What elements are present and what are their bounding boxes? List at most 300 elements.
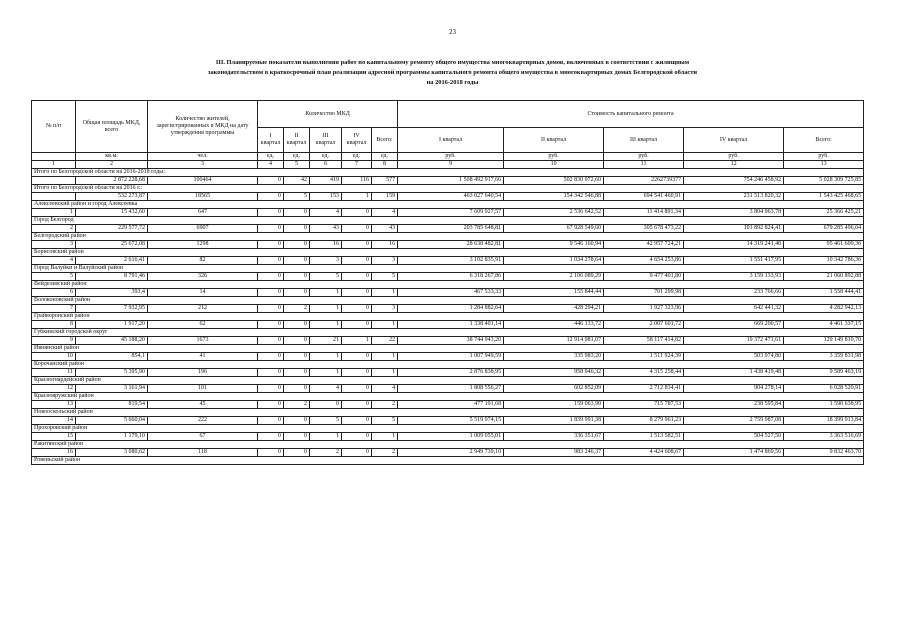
table-cell: 642 441,32 <box>684 305 784 313</box>
table-cell: 0 <box>258 241 284 249</box>
table-cell: 669 200,57 <box>684 321 784 329</box>
table-cell: 4 461 337,15 <box>784 321 864 329</box>
unit-cell: ед. <box>310 153 342 161</box>
table-cell: 5 <box>32 273 76 281</box>
table-cell: 1 808 556,27 <box>398 385 504 393</box>
title-line-3: на 2016-2018 годы <box>426 79 479 86</box>
table-cell: 0 <box>342 257 372 265</box>
table-cell: 2 <box>284 401 310 409</box>
page-number: 23 <box>449 28 456 36</box>
table-row <box>32 225 864 233</box>
table-cell: 0 <box>258 273 284 281</box>
table-cell: 153 <box>310 193 342 201</box>
unit-cell: ед. <box>342 153 372 161</box>
table-cell: 335 983,20 <box>504 353 604 361</box>
table-cell: 100464 <box>148 177 258 185</box>
section-label: Город Белгород <box>32 217 864 225</box>
header-mkd-count: Количество МКД <box>258 101 398 128</box>
table-cell: 0 <box>342 369 372 377</box>
table-cell: 326 <box>148 273 258 281</box>
table-cell: 1298 <box>148 241 258 249</box>
unit-cell: ед. <box>284 153 310 161</box>
section-row <box>32 393 864 401</box>
table-cell: 1 438 419,48 <box>684 369 784 377</box>
column-number: 3 <box>148 161 258 169</box>
table-cell: 42 <box>284 177 310 185</box>
table-cell: 0 <box>310 401 342 409</box>
table-cell: 3 363 516,69 <box>784 433 864 441</box>
table-cell: 155 844,44 <box>504 289 604 297</box>
table-cell: 14 <box>148 289 258 297</box>
section-row <box>32 425 864 433</box>
table-cell: 1 <box>310 369 342 377</box>
table-cell: 679 285 496,04 <box>784 225 864 233</box>
header-cost-q1: I квартал <box>398 128 504 153</box>
table-cell: 116 <box>342 177 372 185</box>
section-label: Корочанский район <box>32 361 864 369</box>
column-number: 13 <box>784 161 864 169</box>
table-cell: 15 <box>32 433 76 441</box>
table-cell: 1 <box>372 321 398 329</box>
table-cell: 5 028 309 725,85 <box>784 177 864 185</box>
table-cell: 21 060 892,88 <box>784 273 864 281</box>
table-cell: 154 342 546,88 <box>504 193 604 201</box>
table-cell: 715 787,53 <box>604 401 684 409</box>
table-cell: 101 <box>148 385 258 393</box>
table-cell: 3 804 963,78 <box>684 209 784 217</box>
section-row <box>32 217 864 225</box>
table-cell: 3 <box>310 257 342 265</box>
table-cell: 212 <box>148 305 258 313</box>
table-cell: 25 672,08 <box>76 241 148 249</box>
table-cell: 0 <box>284 209 310 217</box>
table-cell: 18565 <box>148 193 258 201</box>
table-cell: 2 872 228,68 <box>76 177 148 185</box>
table-cell: 1 551 417,95 <box>684 257 784 265</box>
table-cell: 38 744 943,20 <box>398 337 504 345</box>
unit-cell <box>32 153 76 161</box>
table-cell: 1 <box>342 193 372 201</box>
table-cell: 18 399 913,84 <box>784 417 864 425</box>
table-cell: 5 <box>372 417 398 425</box>
header-q4: IV квартал <box>342 128 372 153</box>
table-cell: 1 543 425 468,65 <box>784 193 864 201</box>
table-cell: 958 946,32 <box>504 369 604 377</box>
column-number: 6 <box>310 161 342 169</box>
table-cell: 0 <box>342 353 372 361</box>
table-cell: 1 508 492 917,66 <box>398 177 504 185</box>
table-cell: 14 319 241,40 <box>684 241 784 249</box>
table-cell: 1 <box>32 209 76 217</box>
section-row <box>32 265 864 273</box>
table-row <box>32 321 864 329</box>
section-label: Новооскольский район <box>32 409 864 417</box>
table-cell: 3 161,94 <box>76 385 148 393</box>
table-cell: 0 <box>258 337 284 345</box>
table-row <box>32 433 864 441</box>
table-cell: 983 246,37 <box>504 449 604 457</box>
table-cell: 5 519 974,15 <box>398 417 504 425</box>
table-cell: 1 927 323,96 <box>604 305 684 313</box>
table-cell: 1 338 401,14 <box>398 321 504 329</box>
table-row <box>32 369 864 377</box>
table-cell: 0 <box>284 225 310 233</box>
table-cell: 0 <box>284 369 310 377</box>
unit-cell: ед. <box>372 153 398 161</box>
title-line-1: III. Планируемые показатели выполнения работ по капитальному ремонту общего имущества многоквартирных домов, включенных в соответствии с жилищным <box>215 59 690 66</box>
table-row <box>32 241 864 249</box>
table-cell: 0 <box>284 257 310 265</box>
repair-plan-table <box>31 100 864 465</box>
table-cell: 0 <box>258 289 284 297</box>
section-row <box>32 297 864 305</box>
table-cell: 0 <box>342 321 372 329</box>
table-cell: 5 660,04 <box>76 417 148 425</box>
table-cell: 0 <box>342 305 372 313</box>
table-cell: 477 191,68 <box>398 401 504 409</box>
section-label: Белгородский район <box>32 233 864 241</box>
table-cell: 446 133,72 <box>504 321 604 329</box>
section-row <box>32 377 864 385</box>
table-cell <box>32 177 76 185</box>
header-num: № п/п <box>32 101 76 153</box>
table-row <box>32 353 864 361</box>
unit-cell: ед. <box>258 153 284 161</box>
section-label: Прохоровский район <box>32 425 864 433</box>
section-label: Грайворонский район <box>32 313 864 321</box>
section-label: Ровеньский район <box>32 457 864 465</box>
table-cell: 577 <box>372 177 398 185</box>
table-cell: 0 <box>342 417 372 425</box>
table-cell: 504 527,50 <box>684 433 784 441</box>
table-cell: 12 <box>32 385 76 393</box>
table-cell: 1 <box>310 289 342 297</box>
table-cell: 1 590 638,95 <box>784 401 864 409</box>
header-cost-q3: III квартал <box>604 128 684 153</box>
table-cell: 2 759 987,08 <box>684 417 784 425</box>
unit-cell: руб. <box>604 153 684 161</box>
unit-cell: чел. <box>148 153 258 161</box>
unit-cell: руб. <box>684 153 784 161</box>
table-cell: 95 461 609,36 <box>784 241 864 249</box>
table-row <box>32 273 864 281</box>
table-cell: 21 <box>310 337 342 345</box>
table-cell: 159 <box>372 193 398 201</box>
table-cell: 0 <box>284 321 310 329</box>
table-cell: 1 <box>372 289 398 297</box>
table-cell: 8 <box>32 321 76 329</box>
table-cell: 4 <box>32 257 76 265</box>
header-cost-total: Всего: <box>784 128 864 153</box>
table-cell: 0 <box>342 433 372 441</box>
table-row <box>32 417 864 425</box>
table-cell: 0 <box>258 177 284 185</box>
table-cell: 0 <box>342 449 372 457</box>
table-cell: 7 932,95 <box>76 305 148 313</box>
section-label: Борисовский район <box>32 249 864 257</box>
table-cell: 2 876 838,95 <box>398 369 504 377</box>
table-cell: 5 395,90 <box>76 369 148 377</box>
table-cell: 2262739377 <box>604 177 684 185</box>
column-number: 2 <box>76 161 148 169</box>
column-number: 10 <box>504 161 604 169</box>
table-cell: 701 299,98 <box>604 289 684 297</box>
table-cell: 4 <box>372 209 398 217</box>
header-cost-q4: IV квартал <box>684 128 784 153</box>
table-row <box>32 401 864 409</box>
table-cell: 1 <box>372 353 398 361</box>
table-cell: 1 <box>342 337 372 345</box>
table-cell: 3 <box>372 305 398 313</box>
table-cell: 6 318 267,86 <box>398 273 504 281</box>
column-number: 4 <box>258 161 284 169</box>
table-cell: 4 <box>310 385 342 393</box>
table-cell: 231 513 820,32 <box>684 193 784 201</box>
table-cell: 15 432,60 <box>76 209 148 217</box>
table-row <box>32 209 864 217</box>
table-cell: 2 616,41 <box>76 257 148 265</box>
table-cell: 5 <box>284 193 310 201</box>
table-cell: 854,1 <box>76 353 148 361</box>
table-cell: 7 <box>32 305 76 313</box>
section-label: Губкинский городской округ <box>32 329 864 337</box>
table-cell: 463 027 640,54 <box>398 193 504 201</box>
table-cell: 0 <box>258 385 284 393</box>
header-q3: III квартал <box>310 128 342 153</box>
table-cell: 2 <box>310 449 342 457</box>
table-cell: 28 638 482,81 <box>398 241 504 249</box>
table-cell: 467 533,33 <box>398 289 504 297</box>
section-row <box>32 249 864 257</box>
table-cell: 2 712 834,41 <box>604 385 684 393</box>
column-number: 12 <box>684 161 784 169</box>
table-cell: 222 <box>148 417 258 425</box>
table-cell: 8 791,46 <box>76 273 148 281</box>
table-row <box>32 449 864 457</box>
table-cell: 0 <box>342 289 372 297</box>
table-cell: 2 536 642,52 <box>504 209 604 217</box>
table-cell: 0 <box>284 241 310 249</box>
table-cell: 67 <box>148 433 258 441</box>
table-cell: 12 914 981,07 <box>504 337 604 345</box>
table-cell: 6 <box>32 289 76 297</box>
table-cell: 1 009 055,01 <box>398 433 504 441</box>
section-row <box>32 185 864 193</box>
table-cell: 0 <box>258 449 284 457</box>
header-q1: I квартал <box>258 128 284 153</box>
unit-cell: руб. <box>784 153 864 161</box>
table-cell: 4 315 258,44 <box>604 369 684 377</box>
table-cell: 0 <box>342 209 372 217</box>
table-cell: 1673 <box>148 337 258 345</box>
section-label: Волоконовский район <box>32 297 864 305</box>
table-cell: 203 785 648,81 <box>398 225 504 233</box>
table-cell: 1 179,10 <box>76 433 148 441</box>
table-cell: 5 <box>310 417 342 425</box>
table-cell: 0 <box>284 289 310 297</box>
table-cell: 0 <box>284 417 310 425</box>
table-cell: 13 <box>32 401 76 409</box>
table-cell: 4 282 942,13 <box>784 305 864 313</box>
table-cell: 9 589 463,19 <box>784 369 864 377</box>
column-numbers-row <box>32 161 864 169</box>
section-row <box>32 457 864 465</box>
table-cell: 233 766,66 <box>684 289 784 297</box>
section-label: Итого по Белгородской области на 2016 г.: <box>32 185 864 193</box>
table-cell: 159 063,90 <box>504 401 604 409</box>
table-cell: 238 595,84 <box>684 401 784 409</box>
table-cell: 5 <box>372 273 398 281</box>
table-cell: 9 <box>32 337 76 345</box>
header-residents: Количество жителей, зарегистрированных в МКД на дату утверждения программы <box>148 101 258 153</box>
section-row <box>32 345 864 353</box>
table-cell: 101 892 824,41 <box>684 225 784 233</box>
table-cell: 4 <box>310 209 342 217</box>
table-cell: 0 <box>258 321 284 329</box>
table-cell: 1 <box>310 321 342 329</box>
header-q2: II квартал <box>284 128 310 153</box>
table-cell: 0 <box>284 433 310 441</box>
table-cell: 25 366 425,21 <box>784 209 864 217</box>
table-cell: 22 <box>372 337 398 345</box>
table-cell: 428 294,21 <box>504 305 604 313</box>
table-cell: 694 541 460,91 <box>604 193 684 201</box>
table-cell: 11 <box>32 369 76 377</box>
table-cell: 4 <box>372 385 398 393</box>
header-cost: Стоимость капитального ремонта <box>398 101 864 128</box>
table-cell: 3 <box>32 241 76 249</box>
section-row <box>32 233 864 241</box>
table-cell: 1 474 869,56 <box>684 449 784 457</box>
table-cell: 45 <box>148 401 258 409</box>
unit-cell: руб. <box>504 153 604 161</box>
table-cell: 3 159 133,93 <box>684 273 784 281</box>
section-row <box>32 201 864 209</box>
unit-cell: кв.м. <box>76 153 148 161</box>
table-cell: 1 007 949,59 <box>398 353 504 361</box>
table-cell: 0 <box>284 273 310 281</box>
table-row <box>32 177 864 185</box>
table-cell: 0 <box>258 417 284 425</box>
table-cell: 503 974,80 <box>684 353 784 361</box>
table-cell: 0 <box>258 401 284 409</box>
table-cell: 0 <box>258 193 284 201</box>
table-row <box>32 289 864 297</box>
table-cell: 336 351,67 <box>504 433 604 441</box>
table-cell: 305 678 473,22 <box>604 225 684 233</box>
table-cell: 1 917,20 <box>76 321 148 329</box>
header-area: Общая площадь МКД, всего <box>76 101 148 153</box>
section-label: Вейделевский район <box>32 281 864 289</box>
table-cell: 16 <box>32 449 76 457</box>
table-cell: 0 <box>258 209 284 217</box>
table-cell: 58 117 414,82 <box>604 337 684 345</box>
table-cell: 393,4 <box>76 289 148 297</box>
table-cell: 1 <box>310 305 342 313</box>
table-cell: 43 <box>372 225 398 233</box>
table-row <box>32 385 864 393</box>
table-cell: 754 246 458,92 <box>684 177 784 185</box>
table-cell: 602 852,09 <box>504 385 604 393</box>
section-label: Ивнянский район <box>32 345 864 353</box>
table-cell: 0 <box>342 241 372 249</box>
table-cell: 0 <box>342 273 372 281</box>
table-cell: 5 <box>310 273 342 281</box>
section-label: Итого по Белгородской области на 2016-2018 годы: <box>32 169 864 177</box>
document-title <box>30 58 875 88</box>
table-cell: 41 <box>148 353 258 361</box>
table-cell: 0 <box>284 337 310 345</box>
table-cell: 1 513 582,51 <box>604 433 684 441</box>
table-cell: 0 <box>258 225 284 233</box>
table-cell: 229 577,72 <box>76 225 148 233</box>
table-cell: 2 007 601,72 <box>604 321 684 329</box>
table-cell: 14 <box>32 417 76 425</box>
column-number: 7 <box>342 161 372 169</box>
table-cell: 11 414 891,34 <box>604 209 684 217</box>
table-cell: 1 <box>372 369 398 377</box>
table-cell <box>32 193 76 201</box>
table-cell: 67 928 549,60 <box>504 225 604 233</box>
table-cell: 2 <box>372 449 398 457</box>
table-cell: 0 <box>284 449 310 457</box>
table-cell: 129 149 810,70 <box>784 337 864 345</box>
table-cell: 0 <box>258 257 284 265</box>
table-cell: 1 <box>310 353 342 361</box>
table-cell: 502 830 972,60 <box>504 177 604 185</box>
section-row <box>32 361 864 369</box>
table-cell: 819,54 <box>76 401 148 409</box>
table-cell: 62 <box>148 321 258 329</box>
table-cell: 10 342 786,36 <box>784 257 864 265</box>
unit-cell: руб. <box>398 153 504 161</box>
section-row <box>32 329 864 337</box>
table-cell: 0 <box>342 225 372 233</box>
table-cell: 904 278,14 <box>684 385 784 393</box>
table-cell: 43 <box>310 225 342 233</box>
table-cell: 1 <box>310 433 342 441</box>
table-cell: 647 <box>148 209 258 217</box>
table-cell: 0 <box>258 433 284 441</box>
section-label: Краснояружский район <box>32 393 864 401</box>
table-cell: 8 279 961,23 <box>604 417 684 425</box>
table-cell: 2 <box>372 401 398 409</box>
table-cell: 0 <box>342 401 372 409</box>
table-cell: 532 273,87 <box>76 193 148 201</box>
section-row <box>32 409 864 417</box>
table-cell: 3 <box>372 257 398 265</box>
table-row <box>32 257 864 265</box>
column-number: 11 <box>604 161 684 169</box>
table-cell: 2 <box>284 305 310 313</box>
table-row <box>32 193 864 201</box>
table-cell: 1 284 882,64 <box>398 305 504 313</box>
section-label: Алексеевский район и город Алексеевка <box>32 201 864 209</box>
table-row <box>32 337 864 345</box>
table-cell: 4 424 608,67 <box>604 449 684 457</box>
table-cell: 6907 <box>148 225 258 233</box>
column-number: 1 <box>32 161 76 169</box>
table-cell: 6 028 520,91 <box>784 385 864 393</box>
table-cell: 9 546 160,94 <box>504 241 604 249</box>
section-row <box>32 281 864 289</box>
table-cell: 82 <box>148 257 258 265</box>
section-row <box>32 313 864 321</box>
table-cell: 1 839 991,38 <box>504 417 604 425</box>
table-cell: 0 <box>342 385 372 393</box>
column-number: 5 <box>284 161 310 169</box>
table-cell: 3 102 835,91 <box>398 257 504 265</box>
